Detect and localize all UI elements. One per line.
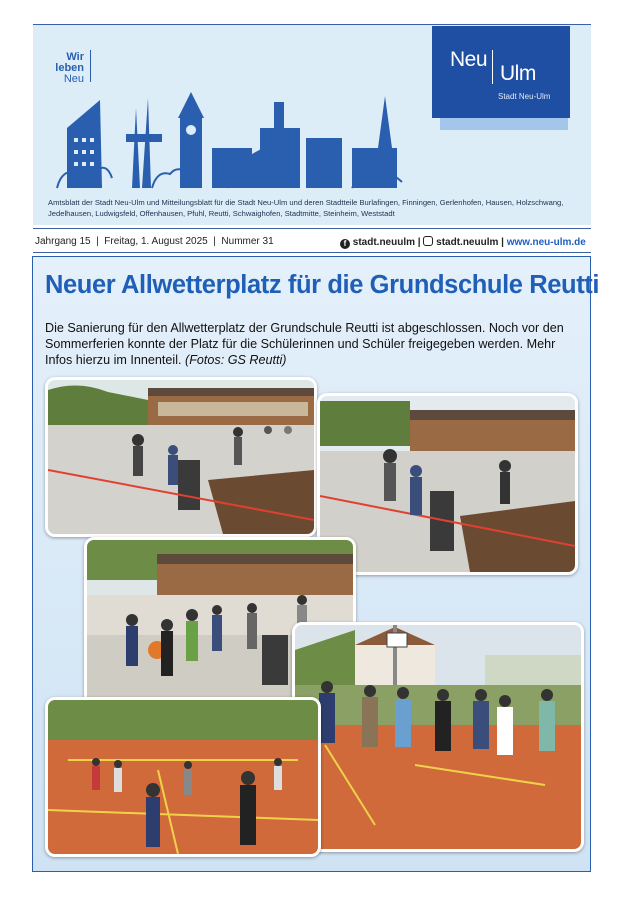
social-separator: | — [417, 237, 424, 248]
article-body — [45, 320, 585, 368]
article-text: Die Sanierung für den Allwetterplatz der Grundschule Reutti ist abgeschlossen. Noch vor den Sommerferien konnte der Platz für die Schülerinnen und Schüler freigegeben werden. Mehr Infos hierzu im Innenteil. — [45, 321, 564, 367]
photo-court-group — [292, 622, 584, 852]
photo-schoolyard-opening-2 — [317, 393, 578, 575]
article-headline: Neuer Allwetterplatz für die Grundschule Reutti — [45, 271, 600, 299]
social-separator: | — [501, 237, 507, 248]
instagram-link[interactable]: stadt.neuulm — [436, 237, 499, 248]
brand-logo-ulm: Ulm — [500, 62, 536, 85]
facebook-link[interactable]: stadt.neuulm — [352, 237, 416, 248]
website-link[interactable]: www.neu-ulm.de — [506, 237, 586, 248]
photo-court-kids — [45, 697, 321, 857]
city-skyline-illustration — [52, 78, 412, 190]
brand-logo-divider — [492, 50, 493, 84]
photo-credit: (Fotos: GS Reutti) — [185, 353, 287, 367]
rule-top — [33, 228, 591, 229]
facebook-icon: f — [340, 239, 350, 249]
instagram-icon — [423, 236, 433, 246]
brand-subtitle: Stadt Neu-Ulm — [498, 92, 551, 101]
masthead-subline: Amtsblatt der Stadt Neu-Ulm und Mitteilungsblatt für die Stadt Neu-Ulm und deren Stadtteile Burlafingen, Finningen, Gerlenhofen, Hausen, Holzschwang, Jedelhausen, Ludwigsfeld, Offenhausen, Pfuhl, Reutti, Schwaighofen, Stadtmitte, Steinheim, Weststadt — [48, 198, 564, 218]
rule-bottom — [33, 252, 591, 253]
brand-logo-neu: Neu — [450, 48, 488, 71]
issue-info: Jahrgang 15 | Freitag, 1. August 2025 | Nummer 31 — [35, 236, 274, 247]
slogan-line-3: Neu — [63, 73, 84, 85]
photo-schoolyard-opening-1 — [45, 377, 317, 537]
slogan-line-1: Wir — [66, 51, 84, 63]
social-links — [340, 236, 586, 249]
slogan-line-2: leben — [55, 62, 84, 74]
